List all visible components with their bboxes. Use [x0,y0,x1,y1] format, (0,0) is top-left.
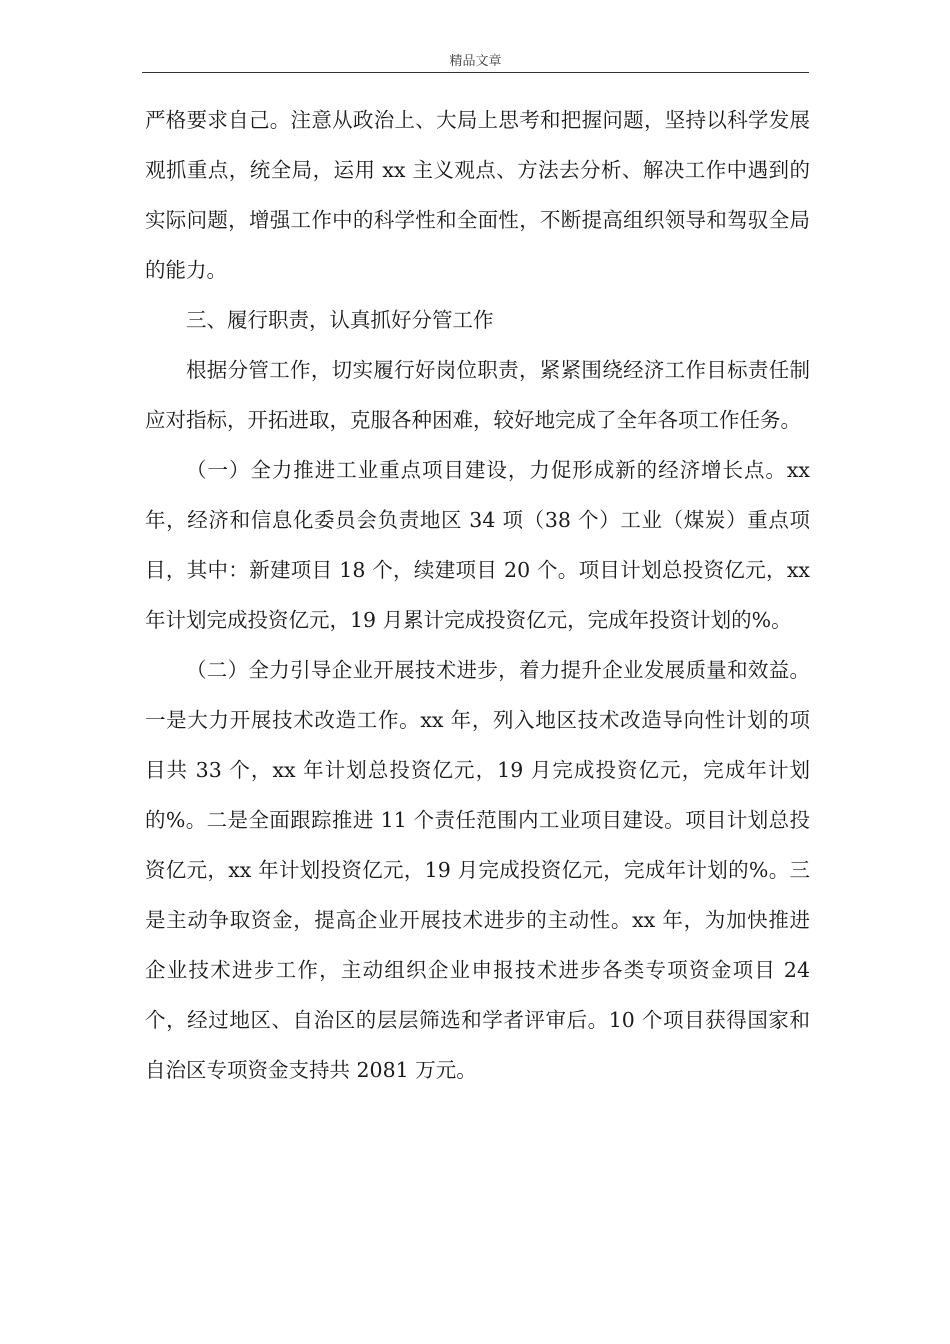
section-heading: 三、履行职责，认真抓好分管工作 [186,308,494,332]
document-body [145,95,810,1095]
paragraph-3: （一）全力推进工业重点项目建设，力促形成新的经济增长点。xx 年，经济和信息化委员会负责地区 34 项（38 个）工业（煤炭）重点项目，其中：新建项目 18 个，续建项目 20 个。项目计划总投资亿元，xx 年计划完成投资亿元，19 月累计完成投资亿元，完成年投资计划的%。 [145,458,810,632]
paragraph-2: 根据分管工作，切实履行好岗位职责，紧紧围绕经济工作目标责任制应对指标，开拓进取，克服各种困难，较好地完成了全年各项工作任务。 [145,358,810,432]
header-title: 精品文章 [449,54,502,69]
page-header [142,52,809,73]
paragraph-4: （二）全力引导企业开展技术进步，着力提升企业发展质量和效益。一是大力开展技术改造工作。xx 年，列入地区技术改造导向性计划的项目共 33 个，xx 年计划总投资亿元，19 月完成投资亿元，完成年计划的%。二是全面跟踪推进 11 个责任范围内工业项目建设。项目计划总投资亿元，xx 年计划投资亿元，19 月完成投资亿元，完成年计划的%。三是主动争取资金，提高企业开展技术进步的主动性。xx 年，为加快推进企业技术进步工作，主动组织企业申报技术进步各类专项资金项目 24 个，经过地区、自治区的层层筛选和学者评审后。10 个项目获得国家和自治区专项资金支持共 2081 万元。 [145,658,810,1082]
paragraph-1: 严格要求自己。注意从政治上、大局上思考和把握问题，坚持以科学发展观抓重点，统全局，运用 xx 主义观点、方法去分析、解决工作中遇到的实际问题，增强工作中的科学性和全面性，不断提高组织领导和驾驭全局的能力。 [145,108,810,282]
